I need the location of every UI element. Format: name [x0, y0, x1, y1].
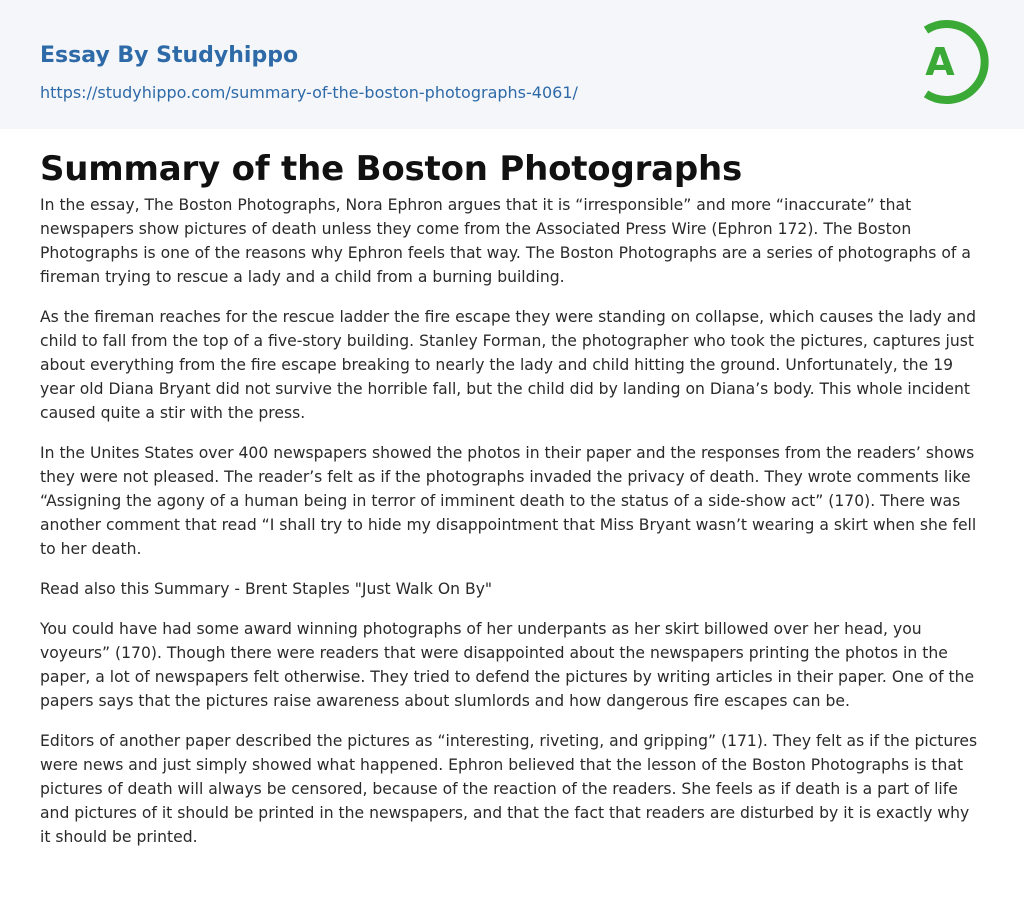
- studyhippo-logo-icon[interactable]: [905, 18, 989, 106]
- paragraph: In the essay, The Boston Photographs, Nora Ephron argues that it is “irresponsible” and more “inaccurate” that newspapers show pictures of death unless they come from the Associated Press Wire (Ephron 172). The Boston Photographs is one of the reasons why Ephron feels that way. The Boston Photographs are a series of photographs of a fireman trying to rescue a lady and a child from a burning building.: [40, 196, 971, 286]
- page-header: [0, 0, 1024, 129]
- page-title: Summary of the Boston Photographs: [40, 149, 743, 189]
- paragraph: You could have had some award winning photographs of her underpants as her skirt billowed over her head, you voyeurs” (170). Though there were readers that were disappointed about the newspapers printing the photos in the paper, a lot of newspapers felt otherwise. They tried to defend the pictures by writing articles in their paper. One of the papers says that the pictures raise awareness about slumlords and how dangerous fire escapes can be.: [40, 620, 975, 710]
- site-brand[interactable]: Essay By Studyhippo: [40, 43, 299, 68]
- logo-letter: A: [925, 40, 955, 84]
- paragraph: As the fireman reaches for the rescue ladder the fire escape they were standing on collapse, which causes the lady and child to fall from the top of a five-story building. Stanley Forman, the photographer who took the pictures, captures just about everything from the fire escape breaking to nearly the lady and child hitting the ground. Unfortunately, the 19 year old Diana Bryant did not survive the horrible fall, but the child did by landing on Diana’s body. This whole incident caused quite a stir with the press.: [40, 308, 977, 422]
- read-also-link[interactable]: Read also this Summary - Brent Staples "Just Walk On By": [40, 580, 493, 598]
- article: [0, 147, 1024, 849]
- paragraph: Editors of another paper described the pictures as “interesting, riveting, and gripping” (171). They felt as if the pictures were news and just simply showed what happened. Ephron believed that the lesson of the Boston Photographs is that pictures of death will always be censored, because of the reaction of the readers. She feels as if death is a part of life and pictures of it should be printed in the newspapers, and that the fact that readers are disturbed by it is exactly why it should be printed.: [40, 732, 978, 846]
- source-url-link[interactable]: https://studyhippo.com/summary-of-the-boston-photographs-4061/: [40, 83, 578, 102]
- paragraph: In the Unites States over 400 newspapers showed the photos in their paper and the responses from the readers’ shows they were not pleased. The reader’s felt as if the photographs invaded the privacy of death. They wrote comments like “Assigning the agony of a human being in terror of imminent death to the status of a side-show act” (170). There was another comment that read “I shall try to hide my disappointment that Miss Bryant wasn’t wearing a skirt when she fell to her death.: [40, 444, 977, 558]
